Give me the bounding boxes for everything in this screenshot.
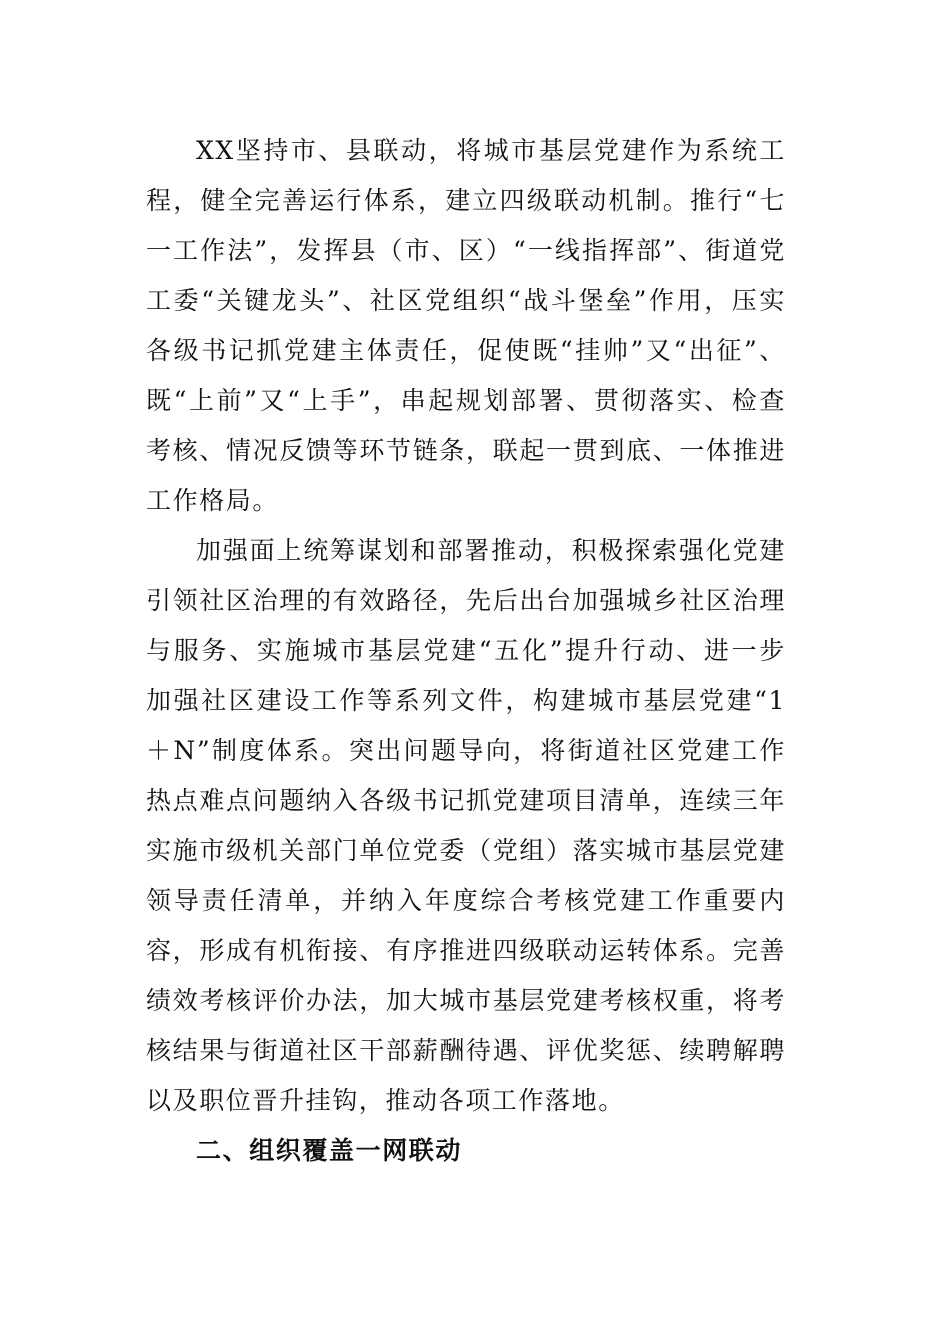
section-heading: 二、组织覆盖一网联动 [196, 1136, 463, 1165]
paragraph-1: XX坚持市、县联动，将城市基层党建作为系统工程，健全完善运行体系，建立四级联动机制。推行“七一工作法”，发挥县（市、区）“一线指挥部”、街道党工委“关键龙头”、社区党组织“战斗堡垒”作用，压实各级书记抓党建主体责任，促使既“挂帅”又“出征”、既“上前”又“上手”，串起规划部署、贯彻落实、检查考核、情况反馈等环节链条，联起一贯到底、一体推进工作格局。 [146, 136, 786, 515]
document-body [146, 126, 786, 1176]
paragraph-2: 加强面上统筹谋划和部署推动，积极探索强化党建引领社区治理的有效路径，先后出台加强城乡社区治理与服务、实施城市基层党建“五化”提升行动、进一步加强社区建设工作等系列文件，构建城市基层党建“1＋N”制度体系。突出问题导向，将街道社区党建工作热点难点问题纳入各级书记抓党建项目清单，连续三年实施市级机关部门单位党委（党组）落实城市基层党建领导责任清单，并纳入年度综合考核党建工作重要内容，形成有机衔接、有序推进四级联动运转体系。完善绩效考核评价办法，加大城市基层党建考核权重，将考核结果与街道社区干部薪酬待遇、评优奖惩、续聘解聘以及职位晋升挂钩，推动各项工作落地。 [146, 536, 786, 1115]
